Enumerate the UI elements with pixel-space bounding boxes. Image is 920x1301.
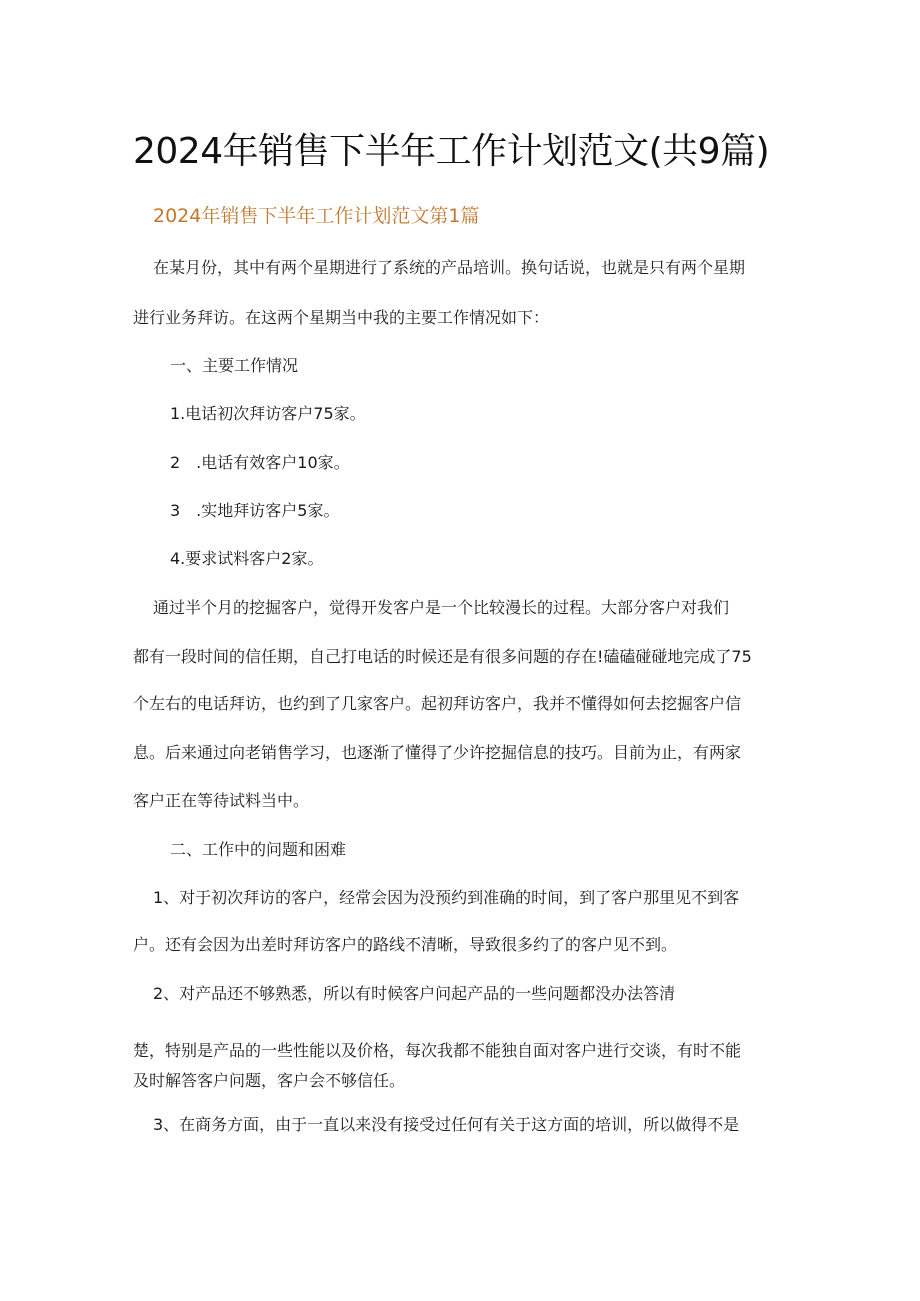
paragraph-line: 及时解答客户问题，客户会不够信任。 (133, 1071, 406, 1090)
paragraph-line: 个左右的电话拜访，也约到了几家客户。起初拜访客户，我并不懂得如何去挖掘客户信 (133, 694, 742, 713)
paragraph-line: 息。后来通过向老销售学习，也逐渐了懂得了少许挖掘信息的技巧。目前为止，有两家 (133, 743, 742, 762)
list-item: 1.电话初次拜访客户75家。 (170, 404, 366, 423)
paragraph-line: 客户正在等待试料当中。 (133, 791, 310, 810)
paragraph-line: 在某月份，其中有两个星期进行了系统的产品培训。换句话说，也就是只有两个星期 (153, 258, 746, 277)
list-item: 2 .电话有效客户10家。 (170, 453, 350, 472)
list-item: 4.要求试料客户2家。 (170, 549, 324, 568)
paragraph-line: 楚，特别是产品的一些性能以及价格，每次我都不能独自面对客户进行交谈，有时不能 (133, 1041, 742, 1060)
paragraph-line: 户。还有会因为出差时拜访客户的路线不清晰，导致很多约了的客户见不到。 (133, 935, 678, 954)
paragraph-line: 进行业务拜访。在这两个星期当中我的主要工作情况如下： (133, 308, 550, 327)
paragraph-line: 1、对于初次拜访的客户，经常会因为没预约到准确的时间，到了客户那里见不到客 (153, 888, 740, 907)
document-title: 2024年销售下半年工作计划范文(共9篇) (133, 131, 770, 172)
paragraph-line: 都有一段时间的信任期，自己打电话的时候还是有很多问题的存在!磕磕碰碰地完成了75 (133, 647, 752, 666)
subheading-problems: 二、工作中的问题和困难 (170, 840, 347, 859)
subheading-main-work: 一、主要工作情况 (170, 356, 299, 375)
list-item: 3 .实地拜访客户5家。 (170, 501, 340, 520)
paragraph-line: 2、对产品还不够熟悉，所以有时候客户问起产品的一些问题都没办法答清 (153, 984, 676, 1003)
section-heading: 2024年销售下半年工作计划范文第1篇 (153, 205, 480, 227)
paragraph-line: 3、在商务方面，由于一直以来没有接受过任何有关于这方面的培训，所以做得不是 (153, 1115, 740, 1134)
paragraph-line: 通过半个月的挖掘客户，觉得开发客户是一个比较漫长的过程。大部分客户对我们 (153, 598, 730, 617)
